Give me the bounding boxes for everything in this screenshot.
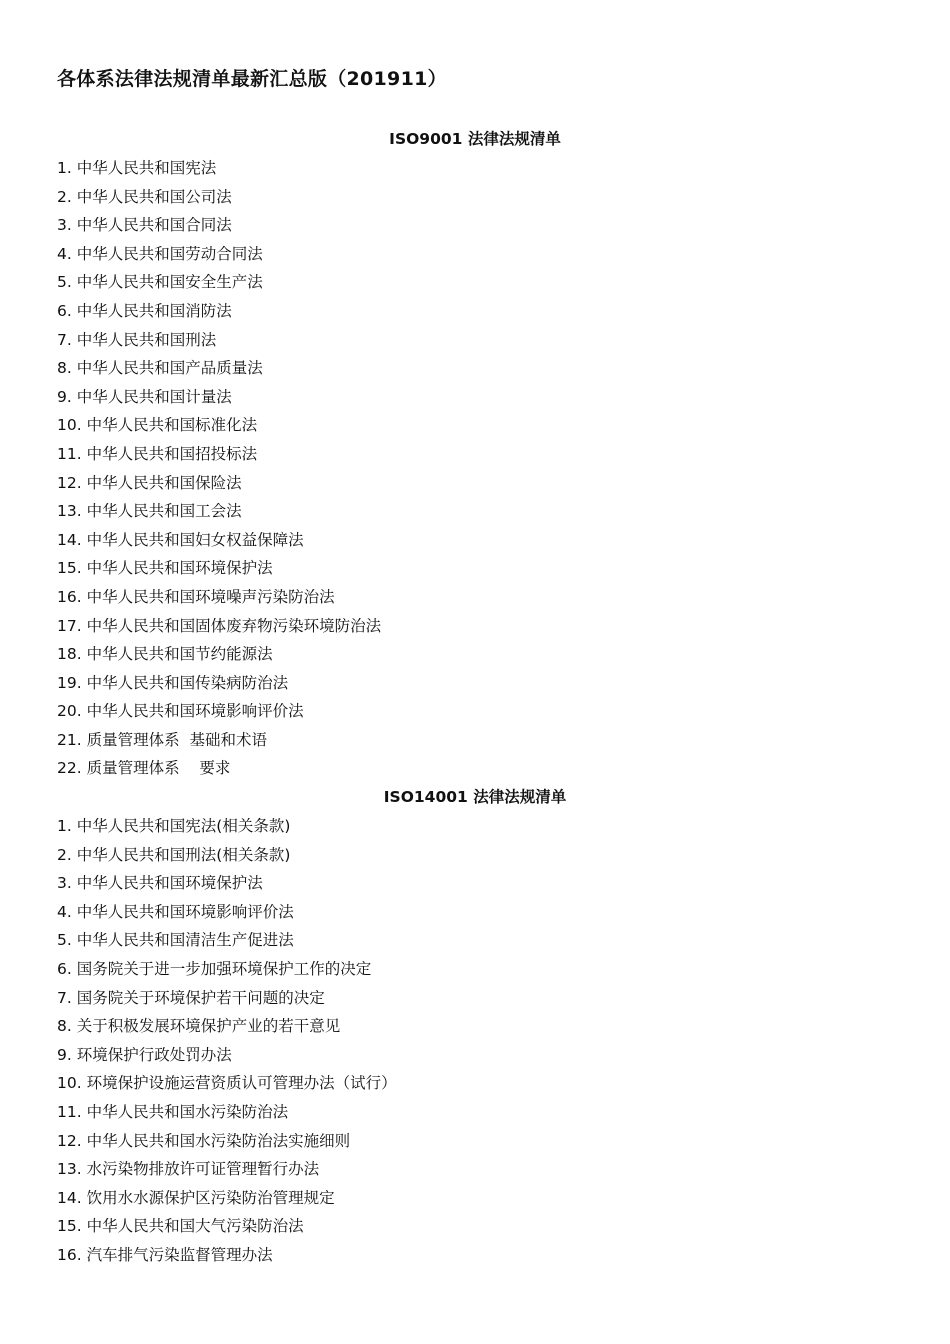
list-item	[0, 697, 950, 726]
item-number: 22.	[57, 759, 82, 778]
item-number: 20.	[57, 702, 82, 721]
item-text: 国务院关于环境保护若干问题的决定	[76, 988, 325, 1007]
item-text: 中华人民共和国标准化法	[86, 416, 258, 435]
list-item	[0, 754, 950, 783]
item-number: 17.	[57, 616, 82, 635]
list-item	[0, 326, 950, 355]
item-text: 中华人民共和国环境噪声污染防治法	[86, 587, 335, 606]
list-item	[0, 612, 950, 641]
item-text: 中华人民共和国安全生产法	[76, 273, 263, 292]
item-number: 6.	[57, 301, 72, 320]
item-text: 饮用水水源保护区污染防治管理规定	[86, 1188, 335, 1207]
item-number: 2.	[57, 187, 72, 206]
item-text: 中华人民共和国宪法(相关条款)	[76, 817, 291, 836]
item-number: 10.	[57, 416, 82, 435]
list-item	[0, 1212, 950, 1241]
list-item	[0, 898, 950, 927]
list-item	[0, 297, 950, 326]
section-iso9001	[0, 125, 950, 783]
item-number: 13.	[57, 1160, 82, 1179]
item-number: 8.	[57, 1017, 72, 1036]
list-item	[0, 1012, 950, 1041]
item-text: 中华人民共和国环境保护法	[86, 559, 273, 578]
list-item	[0, 1184, 950, 1213]
item-text: 质量管理体系 要求	[86, 759, 231, 778]
item-text: 中华人民共和国宪法	[76, 159, 217, 177]
item-number: 9.	[57, 387, 72, 406]
item-text: 环境保护行政处罚办法	[76, 1045, 232, 1064]
item-number: 3.	[57, 216, 72, 235]
list-item	[0, 440, 950, 469]
item-number: 11.	[57, 1103, 82, 1121]
list-item	[0, 812, 950, 841]
item-text: 环境保护设施运营资质认可管理办法（试行）	[86, 1074, 397, 1093]
item-text: 中华人民共和国保险法	[86, 473, 242, 492]
list-item	[0, 554, 950, 583]
item-text: 中华人民共和国清洁生产促进法	[76, 931, 294, 950]
item-text: 中华人民共和国固体废弃物污染环境防治法	[86, 616, 382, 635]
list-item	[0, 841, 950, 870]
law-list	[0, 154, 950, 783]
item-number: 2.	[57, 845, 72, 864]
item-text: 汽车排气污染监督管理办法	[86, 1245, 273, 1264]
item-text: 中华人民共和国合同法	[76, 216, 232, 235]
list-item	[0, 955, 950, 984]
item-number: 7.	[57, 330, 72, 349]
list-item	[0, 869, 950, 898]
list-item	[0, 354, 950, 383]
list-item	[0, 526, 950, 555]
list-item	[0, 583, 950, 612]
item-number: 5.	[57, 273, 72, 292]
item-text: 中华人民共和国传染病防治法	[86, 673, 289, 692]
list-item	[0, 1041, 950, 1070]
item-number: 16.	[57, 587, 82, 606]
item-text: 中华人民共和国环境保护法	[76, 874, 263, 893]
item-text: 中华人民共和国刑法(相关条款)	[76, 845, 291, 864]
item-text: 中华人民共和国劳动合同法	[76, 244, 263, 263]
list-item	[0, 1069, 950, 1098]
item-text: 中华人民共和国妇女权益保障法	[86, 530, 304, 549]
item-number: 12.	[57, 1131, 82, 1150]
section-iso14001	[0, 783, 950, 1270]
item-text: 中华人民共和国大气污染防治法	[86, 1217, 304, 1236]
item-number: 15.	[57, 559, 82, 578]
item-text: 中华人民共和国环境影响评价法	[86, 702, 304, 721]
item-text: 中华人民共和国水污染防治法实施细则	[86, 1131, 351, 1150]
list-item	[0, 640, 950, 669]
item-number: 5.	[57, 931, 72, 950]
item-text: 中华人民共和国产品质量法	[76, 359, 263, 378]
item-number: 1.	[57, 817, 72, 836]
item-number: 7.	[57, 988, 72, 1007]
item-number: 21.	[57, 730, 82, 749]
list-item	[0, 726, 950, 755]
item-number: 16.	[57, 1245, 82, 1264]
item-number: 12.	[57, 473, 82, 492]
list-item	[0, 154, 950, 183]
item-number: 6.	[57, 960, 72, 979]
item-number: 19.	[57, 673, 82, 692]
list-item	[0, 383, 950, 412]
item-number: 14.	[57, 1188, 82, 1207]
item-number: 1.	[57, 159, 72, 177]
document-title: 各体系法律法规清单最新汇总版（201911）	[57, 68, 447, 90]
list-item	[0, 1241, 950, 1270]
item-text: 中华人民共和国水污染防治法	[86, 1103, 289, 1121]
item-text: 中华人民共和国工会法	[86, 502, 242, 521]
item-text: 关于积极发展环境保护产业的若干意见	[76, 1017, 341, 1036]
list-item	[0, 469, 950, 498]
item-text: 中华人民共和国环境影响评价法	[76, 902, 294, 921]
item-number: 4.	[57, 244, 72, 263]
item-number: 8.	[57, 359, 72, 378]
list-item	[0, 1127, 950, 1156]
list-item	[0, 984, 950, 1013]
item-number: 14.	[57, 530, 82, 549]
sections-container	[0, 125, 950, 1270]
law-list	[0, 812, 950, 1270]
list-item	[0, 1098, 950, 1127]
item-number: 18.	[57, 645, 82, 664]
list-item	[0, 1155, 950, 1184]
item-text: 中华人民共和国招投标法	[86, 444, 258, 463]
list-item	[0, 926, 950, 955]
list-item	[0, 411, 950, 440]
item-number: 13.	[57, 502, 82, 521]
list-item	[0, 183, 950, 212]
list-item	[0, 268, 950, 297]
list-item	[0, 497, 950, 526]
item-number: 3.	[57, 874, 72, 893]
item-text: 国务院关于进一步加强环境保护工作的决定	[76, 960, 372, 979]
item-number: 11.	[57, 444, 82, 463]
item-number: 15.	[57, 1217, 82, 1236]
item-text: 中华人民共和国消防法	[76, 301, 232, 320]
item-text: 中华人民共和国公司法	[76, 187, 232, 206]
item-text: 中华人民共和国刑法	[76, 330, 217, 349]
list-item	[0, 240, 950, 269]
section-heading: ISO14001 法律法规清单	[383, 788, 567, 807]
item-text: 质量管理体系 基础和术语	[86, 730, 268, 749]
list-item	[0, 669, 950, 698]
item-number: 10.	[57, 1074, 82, 1093]
item-text: 中华人民共和国节约能源法	[86, 645, 273, 664]
item-text: 水污染物排放许可证管理暂行办法	[86, 1160, 320, 1179]
item-number: 9.	[57, 1045, 72, 1064]
list-item	[0, 211, 950, 240]
item-number: 4.	[57, 902, 72, 921]
item-text: 中华人民共和国计量法	[76, 387, 232, 406]
section-heading: ISO9001 法律法规清单	[389, 130, 561, 148]
